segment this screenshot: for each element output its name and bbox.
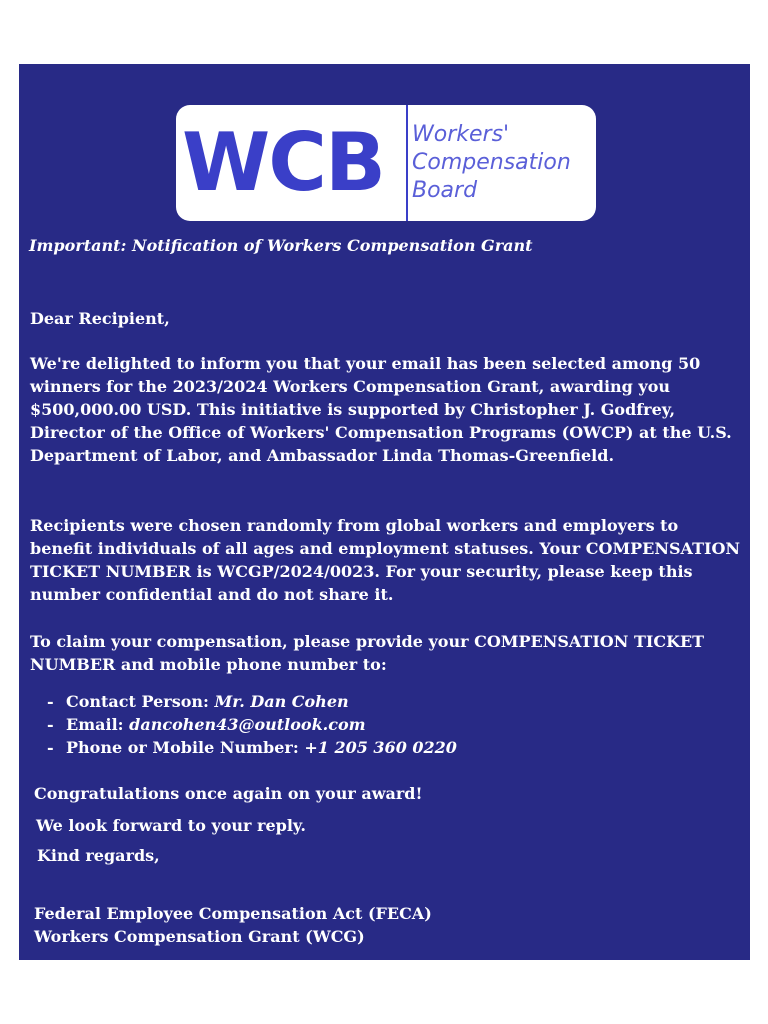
logo-line-3: Board (412, 178, 478, 203)
contact-phone-item: - Phone or Mobile Number: +1 205 360 0220 (47, 738, 457, 757)
paragraph-award: We're delighted to inform you that your email has been selected among 50 winners for the 2023/2024 Workers Compensation Grant, awarding you $500,000.00 USD. This initiative is supported by Christopher J. Godfrey, Director of the Office of Workers' Compensation Programs (OWCP) at the U.S. Department of Labor, and Ambassador Linda Thomas-Greenfield. (30, 354, 732, 465)
paragraph-claim: To claim your compensation, please provide your COMPENSATION TICKET NUMBER and mobile phone number to: (30, 632, 705, 674)
logo-line-1: Workers' (412, 122, 510, 147)
closing-congrats: Congratulations once again on your award! (34, 784, 423, 803)
logo-text (412, 121, 571, 205)
contact-email-label: Email: (66, 715, 124, 734)
notice-card (19, 64, 750, 960)
closing-reply: We look forward to your reply. (36, 816, 306, 835)
contact-email-value: dancohen43@outlook.com (129, 715, 366, 734)
contact-phone-value: +1 205 360 0220 (304, 738, 457, 757)
logo-mark: WCB (182, 116, 384, 209)
contact-person-value: Mr. Dan Cohen (214, 692, 349, 711)
greeting: Dear Recipient, (30, 309, 170, 328)
paragraph-selection: Recipients were chosen randomly from global workers and employers to benefit individuals of all ages and employment statuses. Your COMPENSATION TICKET NUMBER is WCGP/2024/0023. For your security, please keep this number confidential and do not share it. (30, 516, 741, 604)
wcb-logo (176, 105, 596, 221)
logo-divider (406, 105, 408, 221)
contact-list (47, 690, 457, 759)
signature-line-2: Workers Compensation Grant (WCG) (34, 927, 365, 946)
contact-person-label: Contact Person: (66, 692, 209, 711)
closing-regards: Kind regards, (37, 846, 160, 865)
contact-phone-label: Phone or Mobile Number: (66, 738, 299, 757)
signature (34, 902, 432, 948)
subject-line: Important: Notification of Workers Compensation Grant (29, 236, 533, 255)
contact-email-item: - Email: dancohen43@outlook.com (47, 715, 366, 734)
signature-line-1: Federal Employee Compensation Act (FECA) (34, 904, 432, 923)
contact-person-item: - Contact Person: Mr. Dan Cohen (47, 692, 349, 711)
logo-line-2: Compensation (412, 150, 571, 175)
